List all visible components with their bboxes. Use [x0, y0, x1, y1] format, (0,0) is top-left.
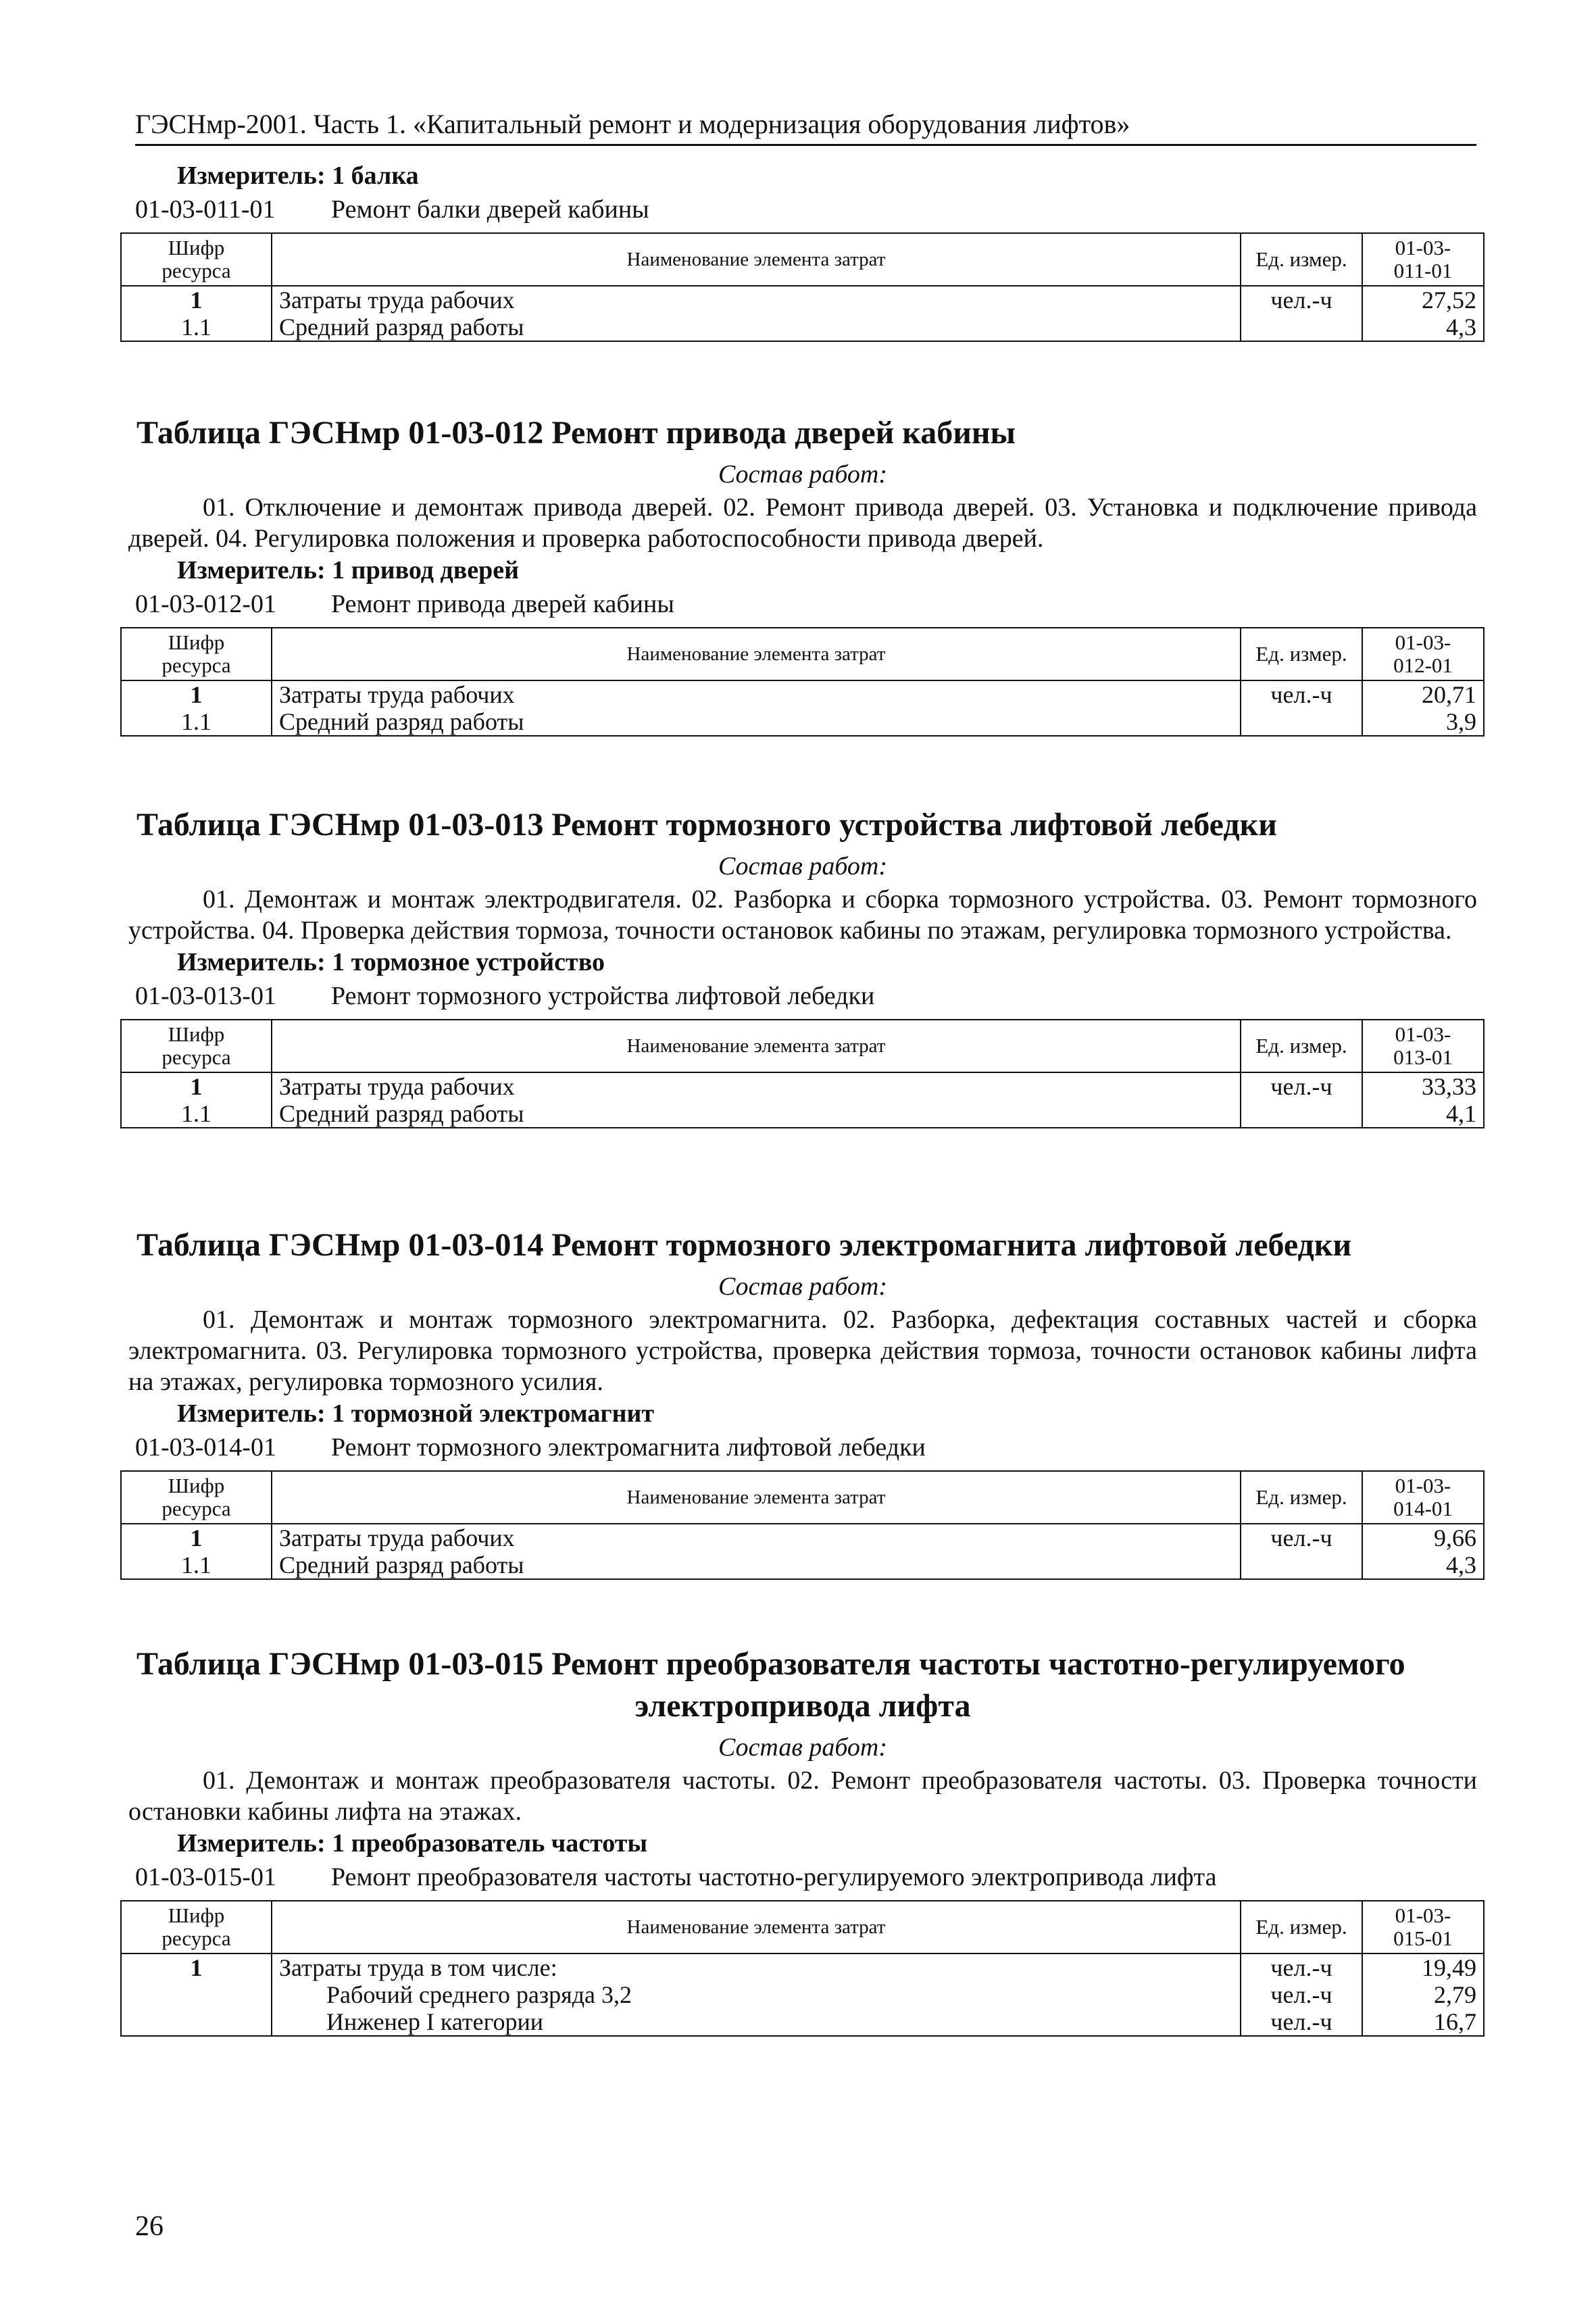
cell-value: 4,1 [1362, 1100, 1484, 1128]
cell-value: 33,33 [1362, 1072, 1484, 1100]
header-name: Наименование элемента затрат [272, 233, 1241, 286]
table-row [121, 1072, 1484, 1100]
section-title: Таблица ГЭСНмр 01-03-012 Ремонт привода дверей кабины [136, 415, 1016, 451]
header-name: Наименование элемента затрат [272, 1471, 1241, 1524]
cell-name: Инженер I категории [272, 2008, 1241, 2036]
cell-name: Затраты труда рабочих [272, 680, 1241, 708]
section-description: 01. Демонтаж и монтаж тормозного электромагнита. 02. Разборка, дефектация составных частей и сборка электромагнита. 03. Регулировка тормозного устройства, проверка действия тормоза, точности остановок кабины лифта на этажах, регулировка тормозного усилия. [128, 1305, 1477, 1396]
cell-code: 1 [121, 1524, 272, 1551]
section-subtitle: Состав работ: [718, 460, 888, 489]
cell-code: 1 [121, 1072, 272, 1100]
cell-value: 4,3 [1362, 314, 1484, 341]
cell-unit: чел.-ч [1241, 286, 1362, 314]
cell-value: 4,3 [1362, 1551, 1484, 1579]
norm-name: Ремонт тормозного электромагнита лифтовой лебедки [331, 1433, 926, 1462]
header-unit: Ед. измер. [1241, 1901, 1362, 1953]
cell-value: 2,79 [1362, 1981, 1484, 2008]
section-title: Таблица ГЭСНмр 01-03-014 Ремонт тормозного электромагнита лифтовой лебедки [136, 1227, 1352, 1263]
table-header-row [121, 1471, 1484, 1524]
cell-code: 1.1 [121, 1100, 272, 1128]
cell-unit: чел.-ч [1241, 1981, 1362, 2008]
norm-row [120, 978, 1485, 1014]
header-code: Шифр ресурса [121, 233, 272, 286]
table-row [121, 286, 1484, 314]
table-row [121, 1953, 1484, 1981]
cell-value: 19,49 [1362, 1953, 1484, 1981]
cell-code [121, 1981, 272, 2008]
header-unit: Ед. измер. [1241, 1471, 1362, 1524]
section-01-03-011 [120, 159, 1485, 342]
cell-code: 1.1 [121, 708, 272, 736]
table-row [121, 2008, 1484, 2036]
cell-unit [1241, 1551, 1362, 1579]
cell-code: 1 [121, 680, 272, 708]
header-unit: Ед. измер. [1241, 233, 1362, 286]
cell-unit: чел.-ч [1241, 1072, 1362, 1100]
section-subtitle: Состав работ: [718, 852, 888, 880]
header-code: Шифр ресурса [121, 1471, 272, 1524]
cell-name: Средний разряд работы [272, 1551, 1241, 1579]
norm-code: 01-03-015-01 [135, 1863, 276, 1891]
meter-line: Измеритель: 1 балка [177, 161, 419, 190]
meter-line: Измеритель: 1 привод дверей [177, 556, 519, 584]
header-norm-code: 01-03- 015-01 [1362, 1901, 1484, 1953]
cell-value: 3,9 [1362, 708, 1484, 736]
header-norm-code: 01-03- 012-01 [1362, 628, 1484, 680]
section-description: 01. Демонтаж и монтаж преобразователя частоты. 02. Ремонт преобразователя частоты. 03. Проверка точности остановки кабины лифта на этажах. [128, 1766, 1477, 1826]
table-row [121, 1524, 1484, 1551]
section-title-continued: электропривода лифта [634, 1688, 971, 1724]
table-row [121, 314, 1484, 341]
cell-value: 9,66 [1362, 1524, 1484, 1551]
header-code: Шифр ресурса [121, 1901, 272, 1953]
table-header-row [121, 1020, 1484, 1072]
header-name: Наименование элемента затрат [272, 1020, 1241, 1072]
cell-unit: чел.-ч [1241, 2008, 1362, 2036]
cell-name: Рабочий среднего разряда 3,2 [272, 1981, 1241, 2008]
section-description: 01. Отключение и демонтаж привода дверей. 02. Ремонт привода дверей. 03. Установка и подключение привода дверей. 04. Регулировка положения и проверка работоспособности привода дверей. [128, 493, 1477, 553]
header-unit: Ед. измер. [1241, 628, 1362, 680]
header-norm-code: 01-03- 014-01 [1362, 1471, 1484, 1524]
cell-name: Средний разряд работы [272, 1100, 1241, 1128]
table-header-row [121, 233, 1484, 286]
cell-code: 1.1 [121, 314, 272, 341]
header-name: Наименование элемента затрат [272, 628, 1241, 680]
norm-name: Ремонт преобразователя частоты частотно-регулируемого электропривода лифта [331, 1863, 1217, 1891]
cell-value: 20,71 [1362, 680, 1484, 708]
cell-name: Затраты труда рабочих [272, 286, 1241, 314]
norm-name: Ремонт тормозного устройства лифтовой лебедки [331, 982, 875, 1010]
table-row [121, 1981, 1484, 2008]
header-unit: Ед. измер. [1241, 1020, 1362, 1072]
header-norm-code: 01-03- 013-01 [1362, 1020, 1484, 1072]
norm-table [120, 1019, 1485, 1128]
norm-name: Ремонт балки дверей кабины [331, 195, 649, 224]
cell-unit: чел.-ч [1241, 680, 1362, 708]
norm-row [120, 1860, 1485, 1895]
norm-row [120, 587, 1485, 622]
cell-name: Затраты труда в том числе: [272, 1953, 1241, 1981]
norm-table [120, 232, 1485, 342]
cell-unit [1241, 314, 1362, 341]
section-01-03-012 [120, 412, 1485, 737]
table-header-row [121, 1901, 1484, 1953]
cell-code [121, 2008, 272, 2036]
section-01-03-014 [120, 1224, 1485, 1580]
norm-table [120, 1900, 1485, 2037]
norm-code: 01-03-011-01 [135, 195, 276, 224]
cell-code: 1 [121, 1953, 272, 1981]
cell-unit: чел.-ч [1241, 1524, 1362, 1551]
cell-unit [1241, 1100, 1362, 1128]
header-code: Шифр ресурса [121, 1020, 272, 1072]
header-norm-code: 01-03- 011-01 [1362, 233, 1484, 286]
running-header: ГЭСНмр-2001. Часть 1. «Капитальный ремонт и модернизация оборудования лифтов» [135, 105, 1476, 146]
cell-name: Затраты труда рабочих [272, 1072, 1241, 1100]
header-name: Наименование элемента затрат [272, 1901, 1241, 1953]
norm-code: 01-03-012-01 [135, 590, 276, 618]
norm-table [120, 1470, 1485, 1580]
table-row [121, 1551, 1484, 1579]
cell-name: Средний разряд работы [272, 314, 1241, 341]
meter-line: Измеритель: 1 тормозной электромагнит [177, 1399, 655, 1428]
norm-code: 01-03-013-01 [135, 982, 276, 1010]
cell-name: Затраты труда рабочих [272, 1524, 1241, 1551]
norm-name: Ремонт привода дверей кабины [331, 590, 674, 618]
cell-code: 1 [121, 286, 272, 314]
meter-line: Измеритель: 1 преобразователь частоты [177, 1829, 648, 1858]
table-header-row [121, 628, 1484, 680]
cell-unit [1241, 708, 1362, 736]
cell-name: Средний разряд работы [272, 708, 1241, 736]
section-01-03-015 [120, 1643, 1485, 2037]
table-row [121, 1100, 1484, 1128]
section-description: 01. Демонтаж и монтаж электродвигателя. 02. Разборка и сборка тормозного устройства. 03. Ремонт тормозного устройства. 04. Проверка действия тормоза, точности остановок кабины по этажам, регулировка тормозного устройства. [128, 885, 1477, 945]
norm-row [120, 192, 1485, 227]
cell-value: 27,52 [1362, 286, 1484, 314]
table-row [121, 708, 1484, 736]
section-subtitle: Состав работ: [718, 1272, 888, 1301]
cell-unit: чел.-ч [1241, 1953, 1362, 1981]
section-01-03-013 [120, 804, 1485, 1128]
norm-row [120, 1430, 1485, 1465]
cell-value: 16,7 [1362, 2008, 1484, 2036]
table-row [121, 680, 1484, 708]
section-title: Таблица ГЭСНмр 01-03-015 Ремонт преобразователя частоты частотно-регулируемого [136, 1646, 1405, 1682]
norm-table [120, 627, 1485, 737]
section-subtitle: Состав работ: [718, 1733, 888, 1762]
cell-code: 1.1 [121, 1551, 272, 1579]
meter-line: Измеритель: 1 тормозное устройство [177, 948, 605, 976]
section-title: Таблица ГЭСНмр 01-03-013 Ремонт тормозного устройства лифтовой лебедки [136, 807, 1277, 843]
header-code: Шифр ресурса [121, 628, 272, 680]
norm-code: 01-03-014-01 [135, 1433, 276, 1462]
page-number: 26 [135, 2211, 164, 2242]
